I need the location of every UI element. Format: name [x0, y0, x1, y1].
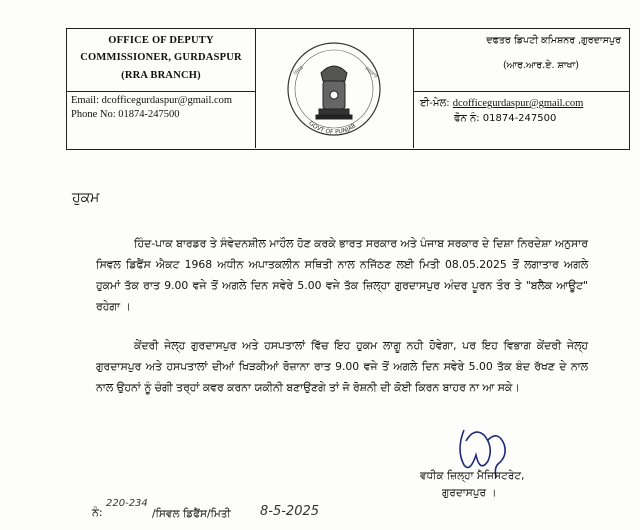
reference-prefix: ਨੰ: — [92, 506, 103, 519]
svg-text:ਸਰਕਾਰ: ਸਰਕਾਰ — [363, 65, 379, 80]
pa-email-link[interactable]: dcofficegurdaspur@gmail.com — [452, 98, 584, 109]
emblem-caption: GOVT OF PUNJAB — [307, 119, 358, 136]
reference-number: 220-234 — [106, 498, 148, 509]
email-line: Email: dcofficegurdaspur@gmail.com — [71, 95, 233, 106]
letterhead-english — [67, 29, 256, 148]
branch-name: (RRA BRANCH) — [121, 70, 201, 81]
order-heading: ਹੁਕਮ — [72, 190, 100, 206]
pa-office-title: ਦਫਤਰ ਡਿਪਟੀ ਕਮਿਸ਼ਨਰ ,ਗੁਰਦਾਸਪੁਰ — [486, 35, 621, 46]
order-reference — [92, 500, 392, 530]
pa-phone-line: ਫੋਨ ਨੰ: 01874-247500 — [454, 113, 557, 124]
signatory-location: ਗੁਰਦਾਸਪੁਰ । — [442, 487, 497, 499]
order-paragraph-1 — [96, 233, 588, 317]
emblem-icon — [269, 35, 399, 145]
reference-date: 8-5-2025 — [260, 504, 320, 519]
pa-email-line — [420, 98, 583, 109]
letterhead-punjabi — [413, 29, 629, 148]
pa-branch-name: (ਆਰ.ਆਰ.ਏ. ਸ਼ਾਖਾ) — [502, 60, 579, 71]
signature-block — [420, 420, 620, 530]
phone-line: Phone No: 01874-247500 — [71, 109, 180, 120]
svg-text:ਪੰਜਾਬ: ਪੰਜਾਬ — [292, 64, 305, 77]
emblem-seal — [269, 35, 399, 145]
office-title-line1: OFFICE OF DEPUTY — [108, 35, 214, 46]
signatory-designation: ਵਧੀਕ ਜ਼ਿਲ੍ਹਾ ਮੈਜਿਸਟਰੇਟ, — [420, 470, 525, 482]
reference-department: /ਸਿਵਲ ਡਿਫੈਂਸ/ਮਿਤੀ — [152, 508, 231, 520]
office-title-line2: COMMISSIONER, GURDASPUR — [80, 52, 242, 63]
order-paragraph-2 — [96, 335, 588, 398]
pa-email-label: ਈ-ਮੇਲ: — [420, 98, 453, 109]
letterhead — [66, 28, 630, 150]
divider — [414, 91, 629, 92]
paragraph-2-text: ਕੇਂਦਰੀ ਜੇਲ੍ਹ ਗੁਰਦਾਸਪੁਰ ਅਤੇ ਹਸਪਤਾਲਾਂ ਵਿੱਚ ਇਹ ਹੁਕਮ ਲਾਗੂ ਨਹੀ ਹੋਵੇਗਾ, ਪਰ ਇਹ ਵਿਭਾਗ ਕੇਂਦਰੀ ਜੇਲ੍ਹ ਗੁਰਦਾਸਪੁਰ ਅਤੇ ਹਸਪਤਾਲਾਂ ਦੀਆਂ ਖਿੜਕੀਆਂ ਰੋਜ਼ਾਨਾ ਰਾਤ 9.00 ਵਜੇ ਤੋਂ ਅਗਲੇ ਦਿਨ ਸਵੇਰੇ 5.00 ਤੱਕ ਬੰਦ ਰੱਖਣ ਦੇ ਨਾਲ ਨਾਲ ਉਹਨਾਂ ਨੂੰ ਚੰਗੀ ਤਰ੍ਹਾਂ ਕਵਰ ਕਰਨਾ ਯਕੀਨੀ ਬਣਾਉਣਗੇ ਤਾਂ ਜੋ ਰੋਸ਼ਨੀ ਦੀ ਕੋਈ ਕਿਰਨ ਬਾਹਰ ਨਾ ਆ ਸਕੇ। — [96, 339, 588, 394]
paragraph-1-text: ਹਿੰਦ-ਪਾਕ ਬਾਰਡਰ ਤੇ ਸੰਵੇਦਨਸ਼ੀਲ ਮਾਹੌਲ ਹੋਣ ਕਰਕੇ ਭਾਰਤ ਸਰਕਾਰ ਅਤੇ ਪੰਜਾਬ ਸਰਕਾਰ ਦੇ ਦਿਸ਼ਾ ਨਿਰਦੇਸ਼ਾ ਅਨੁਸਾਰ ਸਿਵਲ ਡਿਫੈਂਸ ਐਕਟ 1968 ਅਧੀਨ ਅਪਾਤਕਲੀਨ ਸਥਿਤੀ ਨਾਲ ਨਜਿੱਠਣ ਲਈ ਮਿਤੀ 08.05.2025 ਤੋਂ ਲਗਾਤਾਰ ਅਗਲੇ ਹੁਕਮਾਂ ਤੱਕ ਰਾਤ 9.00 ਵਜੇ ਤੋਂ ਅਗਲੇ ਦਿਨ ਸਵੇਰੇ 5.00 ਵਜੇ ਤੱਕ ਜ਼ਿਲ੍ਹਾ ਗੁਰਦਾਸਪੁਰ ਅੰਦਰ ਪੂਰਨ ਤੌਰ ਤੇ "ਬਲੈਕ ਆਊਟ" ਰਹੇਗਾ । — [96, 237, 588, 313]
divider — [67, 91, 255, 92]
